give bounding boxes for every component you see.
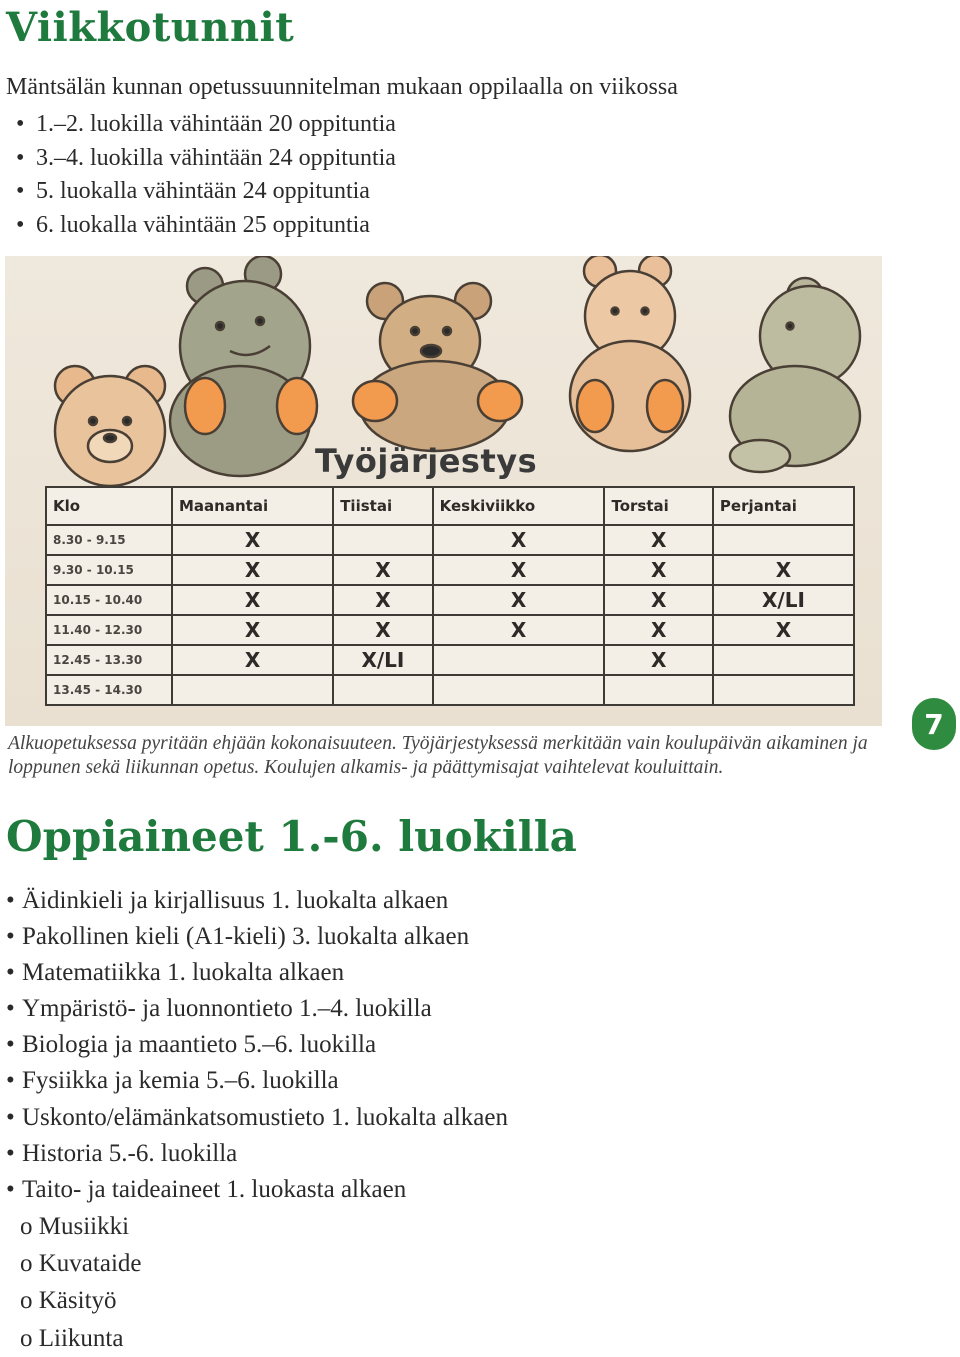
lesson-cell: X [604,615,712,645]
table-row [46,585,854,615]
subject-item: • Biologia ja maantieto 5.–6. luokilla [6,1027,508,1063]
timetable [45,486,855,706]
lesson-cell [433,675,605,705]
header-friday: Perjantai [713,487,854,525]
page-number-badge: 7 [912,698,956,750]
intro-text: Mäntsälän kunnan opetussuunnitelman mukaan oppilaalla on viikossa [6,74,678,100]
arts-subject-item: o Käsityö [20,1287,117,1315]
lesson-cell: X [433,615,605,645]
lesson-cell: X [172,555,333,585]
subject-item: • Uskonto/elämänkatsomustieto 1. luokalta alkaen [6,1100,508,1136]
hours-item: • 6. luokalla vähintään 25 oppituntia [16,209,396,243]
lesson-cell [713,645,854,675]
hours-list [16,108,396,242]
lesson-cell [333,525,432,555]
timetable-title: Työjärjestys [315,442,538,480]
hours-item: • 1.–2. luokilla vähintään 20 oppituntia [16,108,396,142]
time-cell: 12.45 - 13.30 [46,645,172,675]
lesson-cell: X [172,585,333,615]
lesson-cell [604,675,712,705]
time-cell: 10.15 - 10.40 [46,585,172,615]
lesson-cell: X [433,525,605,555]
lesson-cell [333,675,432,705]
lesson-cell: X [333,585,432,615]
lesson-cell: X [604,525,712,555]
header-time: Klo [46,487,172,525]
page-title: Viikkotunnit [6,4,295,51]
lesson-cell: X [433,585,605,615]
subject-item: • Äidinkieli ja kirjallisuus 1. luokalta alkaen [6,883,508,919]
header-wednesday: Keskiviikko [433,487,605,525]
arts-subjects-list [20,1208,141,1357]
subject-item: • Fysiikka ja kemia 5.–6. luokilla [6,1063,508,1099]
section-title: Oppiaineet 1.-6. luokilla [6,812,577,861]
table-row [46,675,854,705]
time-cell: 13.45 - 14.30 [46,675,172,705]
lesson-cell: X [333,555,432,585]
subject-item: • Pakollinen kieli (A1-kieli) 3. luokalta alkaen [6,919,508,955]
lesson-cell: X/LI [713,585,854,615]
lesson-cell: X [172,645,333,675]
table-row [46,525,854,555]
lesson-cell: X [172,615,333,645]
lesson-cell: X [172,525,333,555]
timetable-header-row [46,487,854,525]
lesson-cell [713,675,854,705]
lesson-cell [172,675,333,705]
hours-item: • 3.–4. luokilla vähintään 24 oppituntia [16,142,396,176]
lesson-cell: X [433,555,605,585]
time-cell: 11.40 - 12.30 [46,615,172,645]
subject-item: • Matematiikka 1. luokalta alkaen [6,955,508,991]
table-row [46,555,854,585]
subjects-list [6,883,508,1208]
subject-item: • Taito- ja taideaineet 1. luokasta alkaen [6,1172,508,1208]
hours-item: • 5. luokalla vähintään 24 oppituntia [16,175,396,209]
lesson-cell: X [713,615,854,645]
lesson-cell [433,645,605,675]
table-row [46,615,854,645]
subject-item: • Ympäristö- ja luonnontieto 1.–4. luokilla [6,991,508,1027]
lesson-cell: X [333,615,432,645]
arts-subject-item: o Musiikki [20,1213,130,1240]
header-monday: Maanantai [172,487,333,525]
subject-item: • Historia 5.-6. luokilla [6,1136,508,1172]
time-cell: 9.30 - 10.15 [46,555,172,585]
lesson-cell: X [604,645,712,675]
lesson-cell: X/LI [333,645,432,675]
arts-subject-item: o Liikunta [20,1324,124,1352]
lesson-cell: X [604,555,712,585]
lesson-cell: X [713,555,854,585]
lesson-cell: X [604,585,712,615]
arts-subject-item: o Kuvataide [20,1250,142,1278]
timetable-photo [5,256,882,726]
table-row [46,645,854,675]
lesson-cell [713,525,854,555]
header-thursday: Torstai [604,487,712,525]
photo-caption: Alkuopetuksessa pyritään ehjään kokonaisuuteen. Työjärjestyksessä merkitään vain koulupäivän aikaminen ja loppunen sekä liikunnan opetus. Koulujen alkamis- ja päättymisajat vaihtelevat kouluittain. [8,733,868,778]
time-cell: 8.30 - 9.15 [46,525,172,555]
header-tuesday: Tiistai [333,487,432,525]
